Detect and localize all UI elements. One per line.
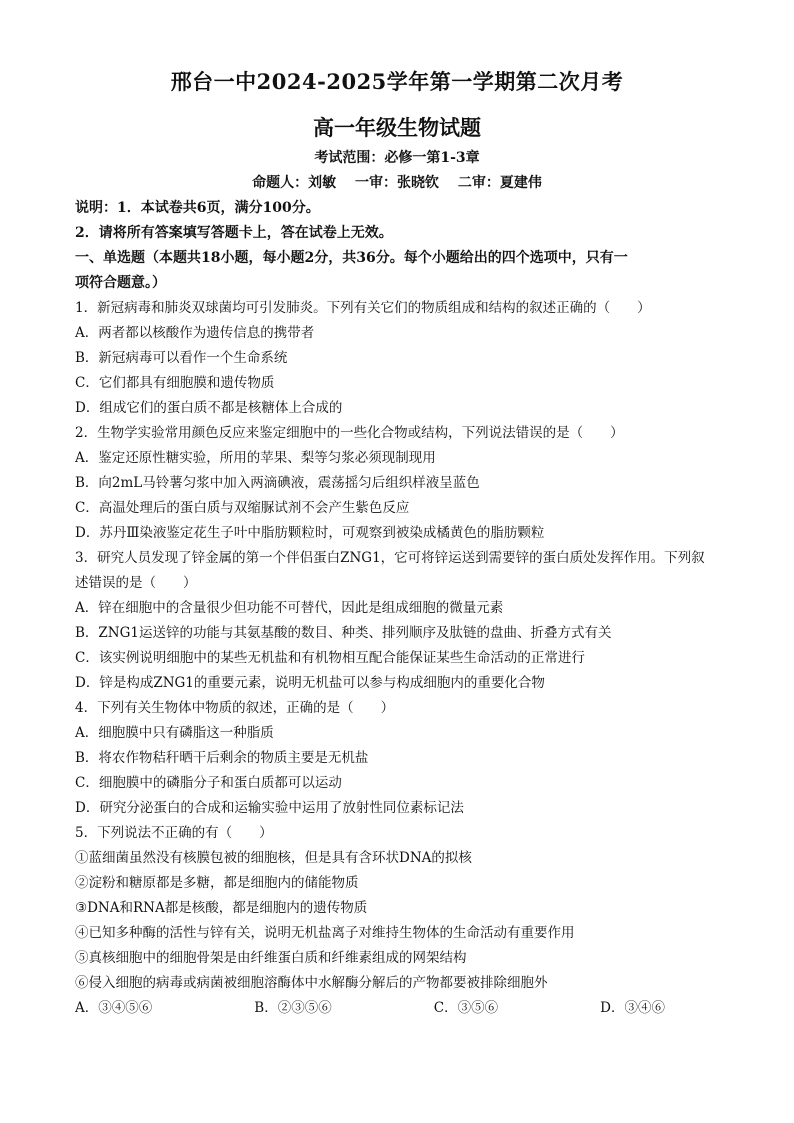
option-b: B．新冠病毒可以看作一个生命系统 bbox=[75, 350, 288, 366]
statement-5: ⑤真核细胞中的细胞骨架是由纤维蛋白质和纤维素组成的网架结构 bbox=[75, 950, 467, 966]
option-b: B．将农作物秸秆晒干后剩余的物质主要是无机盐 bbox=[75, 750, 369, 766]
question-stem: 4．下列有关生物体中物质的叙述，正确的是（ ） bbox=[75, 700, 395, 716]
question-1 bbox=[75, 296, 725, 421]
question-stem: 2．生物学实验常用颜色反应来鉴定细胞中的一些化合物或结构，下列说法错误的是（ ） bbox=[75, 425, 624, 441]
question-2 bbox=[75, 421, 725, 546]
option-d: D．③④⑥ bbox=[600, 1000, 665, 1016]
section-heading-line-2: 项符合题意。） bbox=[75, 275, 166, 291]
option-a: A．锌在细胞中的含量很少但功能不可替代，因此是组成细胞的微量元素 bbox=[75, 600, 504, 616]
option-c: C．该实例说明细胞中的某些无机盐和有机物相互配合能保证某些生命活动的正常进行 bbox=[75, 650, 585, 666]
section-heading-line-1: 一、单选题（本题共18小题，每小题2分，共36分。每个小题给出的四个选项中，只有一 bbox=[75, 250, 628, 266]
statement-6: ⑥侵入细胞的病毒或病菌被细胞溶酶体中水解酶分解后的产物都要被排除细胞外 bbox=[75, 975, 548, 991]
note-2: 2．请将所有答案填写答题卡上，答在试卷上无效。 bbox=[75, 225, 393, 241]
option-c: C．高温处理后的蛋白质与双缩脲试剂不会产生紫色反应 bbox=[75, 500, 410, 516]
exam-scope: 考试范围：必修一第1-3章 bbox=[314, 150, 480, 166]
option-d: D．苏丹Ⅲ染液鉴定花生子叶中脂肪颗粒时，可观察到被染成橘黄色的脂肪颗粒 bbox=[75, 525, 545, 541]
question-stem-line-2: 述错误的是（ ） bbox=[75, 575, 197, 591]
statement-1: ①蓝细菌虽然没有核膜包被的细胞核，但是具有含环状DNA的拟核 bbox=[75, 850, 472, 866]
option-a: A．鉴定还原性糖实验，所用的苹果、梨等匀浆必须现制现用 bbox=[75, 450, 436, 466]
option-b: B．ZNG1运送锌的功能与其氨基酸的数目、种类、排列顺序及肽链的盘曲、折叠方式有关 bbox=[75, 625, 612, 641]
exam-title: 邢台一中2024-2025学年第一学期第二次月考 bbox=[170, 69, 624, 94]
note-1: 说明：1．本试卷共6页，满分100分。 bbox=[75, 200, 320, 216]
exam-subtitle: 高一年级生物试题 bbox=[313, 115, 481, 140]
option-d: D．锌是构成ZNG1的重要元素，说明无机盐可以参与构成细胞内的重要化合物 bbox=[75, 675, 545, 691]
question-4 bbox=[75, 696, 725, 821]
option-c: C．③⑤⑥ bbox=[433, 1000, 499, 1016]
option-a: A．细胞膜中只有磷脂这一种脂质 bbox=[75, 725, 274, 741]
question-5 bbox=[75, 821, 725, 1021]
statement-2: ②淀粉和糖原都是多糖，都是细胞内的储能物质 bbox=[75, 875, 359, 891]
question-3 bbox=[75, 546, 725, 696]
exam-authors bbox=[0, 172, 794, 192]
option-d: D．研究分泌蛋白的合成和运输实验中运用了放射性同位素标记法 bbox=[75, 800, 464, 816]
first-reviewer: 一审：张晓钦 bbox=[355, 175, 439, 191]
question-stem-line-1: 3．研究人员发现了锌金属的第一个伴侣蛋白ZNG1，它可将锌运送到需要锌的蛋白质处发挥作用。下列叙 bbox=[75, 550, 705, 566]
question-stem: 5．下列说法不正确的有（ ） bbox=[75, 825, 273, 841]
option-c: C．细胞膜中的磷脂分子和蛋白质都可以运动 bbox=[75, 775, 342, 791]
option-a: A．两者都以核酸作为遗传信息的携带者 bbox=[75, 325, 315, 341]
options-row bbox=[75, 996, 725, 1021]
question-stem: 1．新冠病毒和肺炎双球菌均可引发肺炎。下列有关它们的物质组成和结构的叙述正确的（ ） bbox=[75, 300, 651, 316]
setter: 命题人：刘敏 bbox=[252, 175, 337, 191]
exam-content bbox=[75, 196, 725, 1021]
option-c: C．它们都具有细胞膜和遗传物质 bbox=[75, 375, 275, 391]
option-b: B．②③⑤⑥ bbox=[254, 1000, 332, 1016]
option-a: A．③④⑤⑥ bbox=[75, 1000, 153, 1016]
statement-3: ③DNA和RNA都是核酸，都是细胞内的遗传物质 bbox=[75, 900, 368, 916]
option-d: D．组成它们的蛋白质不都是核糖体上合成的 bbox=[75, 400, 343, 416]
second-reviewer: 二审：夏建伟 bbox=[457, 175, 542, 191]
option-b: B．向2mL马铃薯匀浆中加入两滴碘液，震荡摇匀后组织样液呈蓝色 bbox=[75, 475, 480, 491]
statement-4: ④已知多种酶的活性与锌有关，说明无机盐离子对维持生物体的生命活动有重要作用 bbox=[75, 925, 575, 941]
